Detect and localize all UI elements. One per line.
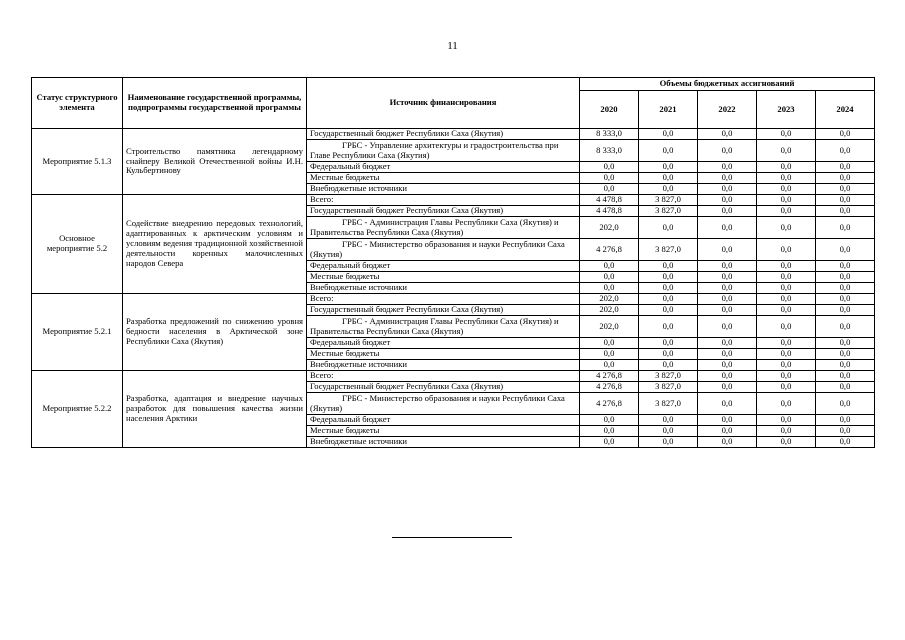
funding-source-cell: Внебюджетные источники [307,184,580,195]
program-name-cell: Строительство памятника легендарному снайперу Великой Отечественной войны И.Н. Кульбертинову [123,129,307,195]
amount-cell: 4 276,8 [580,382,639,393]
amount-cell: 0,0 [757,393,816,415]
amount-cell: 0,0 [639,305,698,316]
amount-cell: 0,0 [580,261,639,272]
header-year: 2021 [639,91,698,129]
amount-cell: 0,0 [816,239,875,261]
amount-cell: 0,0 [816,129,875,140]
funding-source-cell: ГРБС - Администрация Главы Республики Саха (Якутия) и Правительства Республики Саха (Якутия) [307,316,580,338]
amount-cell: 0,0 [698,283,757,294]
header-year: 2022 [698,91,757,129]
amount-cell: 0,0 [639,437,698,448]
amount-cell: 0,0 [757,239,816,261]
amount-cell: 0,0 [816,195,875,206]
funding-source-cell: ГРБС - Министерство образования и науки Республики Саха (Якутия) [307,239,580,261]
amount-cell: 202,0 [580,305,639,316]
amount-cell: 0,0 [698,261,757,272]
amount-cell: 0,0 [580,272,639,283]
amount-cell: 0,0 [757,338,816,349]
table-row [32,195,875,206]
amount-cell: 3 827,0 [639,371,698,382]
amount-cell: 0,0 [580,184,639,195]
funding-source-cell: Местные бюджеты [307,173,580,184]
table-row [32,294,875,305]
amount-cell: 0,0 [816,305,875,316]
header-year: 2023 [757,91,816,129]
amount-cell: 0,0 [698,415,757,426]
amount-cell: 0,0 [639,261,698,272]
amount-cell: 3 827,0 [639,239,698,261]
funding-source-cell: Местные бюджеты [307,272,580,283]
funding-source-cell: ГРБС - Министерство образования и науки Республики Саха (Якутия) [307,393,580,415]
amount-cell: 4 276,8 [580,393,639,415]
amount-cell: 0,0 [816,173,875,184]
table-row [32,129,875,140]
amount-cell: 0,0 [757,305,816,316]
amount-cell: 0,0 [698,129,757,140]
amount-cell: 0,0 [698,272,757,283]
amount-cell: 0,0 [757,217,816,239]
funding-source-cell: Местные бюджеты [307,349,580,360]
amount-cell: 0,0 [698,162,757,173]
amount-cell: 0,0 [639,294,698,305]
amount-cell: 0,0 [580,426,639,437]
amount-cell: 0,0 [816,272,875,283]
amount-cell: 0,0 [698,371,757,382]
amount-cell: 0,0 [580,360,639,371]
funding-source-cell: Местные бюджеты [307,426,580,437]
amount-cell: 0,0 [816,360,875,371]
program-name-cell: Содействие внедрению передовых технологий, адаптированных к арктическим условиям и условиям ведения традиционной хозяйственной деятельности коренных малочисленных народов Севера [123,195,307,294]
amount-cell: 0,0 [816,162,875,173]
amount-cell: 0,0 [757,261,816,272]
funding-source-cell: Федеральный бюджет [307,338,580,349]
amount-cell: 0,0 [757,349,816,360]
amount-cell: 0,0 [698,239,757,261]
funding-source-cell: Всего: [307,195,580,206]
amount-cell: 0,0 [757,294,816,305]
amount-cell: 0,0 [580,349,639,360]
amount-cell: 0,0 [698,206,757,217]
funding-source-cell: Внебюджетные источники [307,437,580,448]
funding-source-cell: ГРБС - Администрация Главы Республики Саха (Якутия) и Правительства Республики Саха (Якутия) [307,217,580,239]
amount-cell: 0,0 [698,184,757,195]
amount-cell: 0,0 [816,371,875,382]
amount-cell: 202,0 [580,217,639,239]
amount-cell: 0,0 [816,415,875,426]
amount-cell: 0,0 [757,173,816,184]
amount-cell: 0,0 [816,338,875,349]
program-name-cell: Разработка, адаптация и внедрение научных разработок для повышения качества жизни населения Арктики [123,371,307,448]
amount-cell: 4 478,8 [580,206,639,217]
amount-cell: 0,0 [816,349,875,360]
amount-cell: 0,0 [757,437,816,448]
amount-cell: 8 333,0 [580,129,639,140]
header-status: Статус структурного элемента [32,78,123,129]
amount-cell: 0,0 [639,140,698,162]
amount-cell: 4 276,8 [580,239,639,261]
budget-table [31,77,875,448]
amount-cell: 0,0 [757,162,816,173]
status-cell: Мероприятие 5.1.3 [32,129,123,195]
amount-cell: 0,0 [816,316,875,338]
amount-cell: 3 827,0 [639,206,698,217]
amount-cell: 0,0 [698,338,757,349]
amount-cell: 0,0 [816,217,875,239]
funding-source-cell: Федеральный бюджет [307,415,580,426]
amount-cell: 0,0 [580,437,639,448]
funding-source-cell: Государственный бюджет Республики Саха (Якутия) [307,382,580,393]
header-year: 2024 [816,91,875,129]
amount-cell: 0,0 [698,195,757,206]
amount-cell: 0,0 [698,316,757,338]
amount-cell: 0,0 [757,316,816,338]
amount-cell: 0,0 [639,426,698,437]
amount-cell: 0,0 [816,283,875,294]
amount-cell: 0,0 [639,349,698,360]
amount-cell: 0,0 [816,437,875,448]
amount-cell: 202,0 [580,294,639,305]
amount-cell: 0,0 [816,393,875,415]
amount-cell: 0,0 [757,426,816,437]
amount-cell: 0,0 [757,382,816,393]
funding-source-cell: Федеральный бюджет [307,162,580,173]
amount-cell: 0,0 [816,206,875,217]
amount-cell: 0,0 [698,360,757,371]
amount-cell: 0,0 [698,437,757,448]
amount-cell: 4 478,8 [580,195,639,206]
header-name: Наименование государственной программы, подпрограммы государственной программы [123,78,307,129]
amount-cell: 0,0 [639,338,698,349]
funding-source-cell: Государственный бюджет Республики Саха (Якутия) [307,206,580,217]
amount-cell: 0,0 [639,283,698,294]
amount-cell: 0,0 [580,338,639,349]
footer-divider [392,537,512,538]
amount-cell: 0,0 [639,272,698,283]
table-body [32,129,875,448]
amount-cell: 0,0 [757,129,816,140]
table-row [32,371,875,382]
header-volumes: Объемы бюджетных ассигнований [580,78,875,91]
amount-cell: 0,0 [639,162,698,173]
amount-cell: 0,0 [816,184,875,195]
amount-cell: 0,0 [639,217,698,239]
amount-cell: 0,0 [757,195,816,206]
status-cell: Мероприятие 5.2.1 [32,294,123,371]
amount-cell: 0,0 [816,140,875,162]
amount-cell: 0,0 [580,162,639,173]
amount-cell: 0,0 [757,206,816,217]
amount-cell: 3 827,0 [639,195,698,206]
amount-cell: 0,0 [698,426,757,437]
amount-cell: 0,0 [757,184,816,195]
status-cell: Основное мероприятие 5.2 [32,195,123,294]
amount-cell: 0,0 [816,294,875,305]
funding-source-cell: ГРБС - Управление архитектуры и градостроительства при Главе Республики Саха (Якутия) [307,140,580,162]
amount-cell: 0,0 [757,360,816,371]
funding-source-cell: Государственный бюджет Республики Саха (Якутия) [307,305,580,316]
amount-cell: 0,0 [580,283,639,294]
amount-cell: 202,0 [580,316,639,338]
amount-cell: 0,0 [757,415,816,426]
amount-cell: 0,0 [639,415,698,426]
program-name-cell: Разработка предложений по снижению уровня бедности населения в Арктической зоне Республики Саха (Якутия) [123,294,307,371]
amount-cell: 4 276,8 [580,371,639,382]
amount-cell: 0,0 [698,393,757,415]
table-header [32,78,875,129]
amount-cell: 0,0 [757,272,816,283]
amount-cell: 0,0 [816,426,875,437]
funding-source-cell: Внебюджетные источники [307,360,580,371]
amount-cell: 0,0 [816,261,875,272]
amount-cell: 8 333,0 [580,140,639,162]
amount-cell: 0,0 [698,140,757,162]
amount-cell: 0,0 [580,415,639,426]
status-cell: Мероприятие 5.2.2 [32,371,123,448]
amount-cell: 0,0 [580,173,639,184]
amount-cell: 0,0 [639,360,698,371]
funding-source-cell: Государственный бюджет Республики Саха (Якутия) [307,129,580,140]
amount-cell: 0,0 [757,140,816,162]
header-source: Источник финансирования [307,78,580,129]
amount-cell: 3 827,0 [639,393,698,415]
funding-source-cell: Федеральный бюджет [307,261,580,272]
amount-cell: 0,0 [698,217,757,239]
amount-cell: 0,0 [757,371,816,382]
page-number: 11 [447,40,458,52]
amount-cell: 0,0 [816,382,875,393]
amount-cell: 0,0 [698,173,757,184]
amount-cell: 0,0 [757,283,816,294]
amount-cell: 0,0 [698,294,757,305]
funding-source-cell: Всего: [307,371,580,382]
amount-cell: 0,0 [698,349,757,360]
amount-cell: 0,0 [639,184,698,195]
amount-cell: 0,0 [698,382,757,393]
amount-cell: 0,0 [639,316,698,338]
header-year: 2020 [580,91,639,129]
funding-source-cell: Внебюджетные источники [307,283,580,294]
amount-cell: 3 827,0 [639,382,698,393]
funding-source-cell: Всего: [307,294,580,305]
amount-cell: 0,0 [698,305,757,316]
amount-cell: 0,0 [639,173,698,184]
amount-cell: 0,0 [639,129,698,140]
